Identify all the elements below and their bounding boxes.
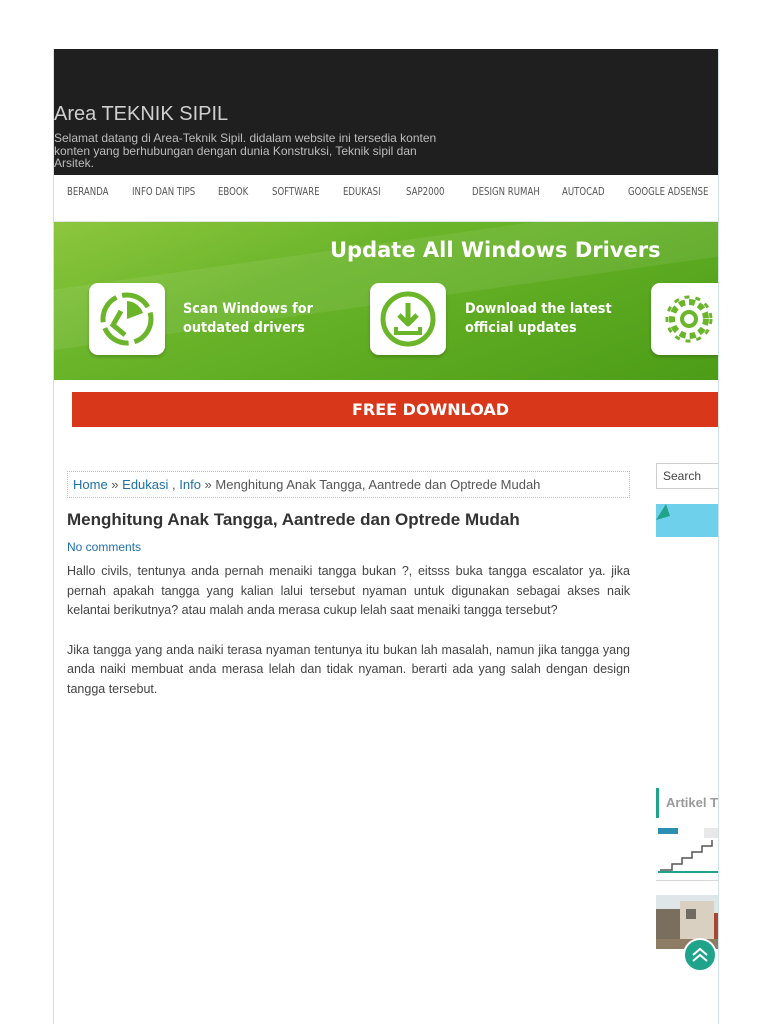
nav-item-beranda[interactable]: BERANDA <box>67 185 109 198</box>
feature-download-line2: official updates <box>465 320 577 336</box>
nav-item-software[interactable]: SOFTWARE <box>272 185 320 198</box>
feature-download-text <box>465 300 612 338</box>
search-input[interactable] <box>656 463 719 489</box>
breadcrumb-current: Menghitung Anak Tangga, Aantrede dan Optrede Mudah <box>215 477 541 492</box>
breadcrumb <box>67 471 630 498</box>
post-paragraph: Hallo civils, tentunya anda pernah menaiki tangga bukan ?, eitsss buka tangga escalator ya. jika pernah apakah tangga yang kalian lalui tersebut nyaman untuk digunakan sebagai akses naik kelantai berikutnya? atau malah anda merasa cukup lelah saat menaiki tangga tersebut? <box>67 564 630 618</box>
gear-icon <box>651 283 718 355</box>
popular-articles-title: Artikel T <box>656 788 719 818</box>
breadcrumb-edukasi-link[interactable]: Edukasi <box>122 477 169 492</box>
nav-item-autocad[interactable]: AUTOCAD <box>562 185 605 198</box>
widget-triangle-icon <box>656 504 719 537</box>
breadcrumb-separator: » <box>107 477 123 492</box>
free-download-label: FREE DOWNLOAD <box>352 400 510 419</box>
breadcrumb-info-link[interactable]: Info <box>179 477 201 492</box>
nav-item-edukasi[interactable]: EDUKASI <box>343 185 381 198</box>
comments-link[interactable]: No comments <box>67 540 142 554</box>
free-download-button[interactable] <box>72 392 719 427</box>
breadcrumb-home-link[interactable]: Home <box>73 477 108 492</box>
ad-banner[interactable] <box>54 222 718 380</box>
post-paragraph: Jika tangga yang anda naiki terasa nyaman tentunya itu bukan lah masalah, namun jika tangga yang anda naiki membuat anda merasa lelah dan tidak nyaman. berarti ada yang salah dengan design tangga tersebut. <box>67 642 630 696</box>
site-header <box>54 49 718 175</box>
scan-chart-icon <box>89 283 165 355</box>
feature-scan-text <box>183 300 313 338</box>
article-thumbnail-stairs[interactable] <box>656 826 719 881</box>
nav-item-ebook[interactable]: EBOOK <box>218 185 249 198</box>
post-body <box>67 562 630 720</box>
main-nav <box>54 175 718 222</box>
page-container <box>53 49 719 1024</box>
feature-download-line1: Download the latest <box>465 301 612 317</box>
sidebar-ad-widget[interactable] <box>656 504 719 537</box>
feature-scan-line1: Scan Windows for <box>183 301 313 317</box>
post-title: Menghitung Anak Tangga, Aantrede dan Optrede Mudah <box>67 510 520 529</box>
banner-heading: Update All Windows Drivers <box>330 238 661 262</box>
download-icon <box>370 283 446 355</box>
chevron-up-icon <box>690 945 710 965</box>
site-title[interactable]: Area TEKNIK SIPIL <box>54 103 229 125</box>
site-description: Selamat datang di Area-Teknik Sipil. didalam website ini tersedia konten konten yang berhubungan dengan dunia Konstruksi, Teknik sipil dan Arsitek. <box>54 131 437 170</box>
nav-item-google-adsense[interactable]: GOOGLE ADSENSE <box>628 185 709 198</box>
breadcrumb-separator: , <box>168 477 180 492</box>
feature-scan-line2: outdated drivers <box>183 320 305 336</box>
breadcrumb-separator: » <box>200 477 216 492</box>
nav-item-sap2000[interactable]: SAP2000 <box>406 185 445 198</box>
nav-item-design-rumah[interactable]: DESIGN RUMAH <box>472 185 540 198</box>
nav-item-info-dan-tips[interactable]: INFO DAN TIPS <box>132 185 196 198</box>
scroll-to-top-button[interactable] <box>683 938 717 972</box>
